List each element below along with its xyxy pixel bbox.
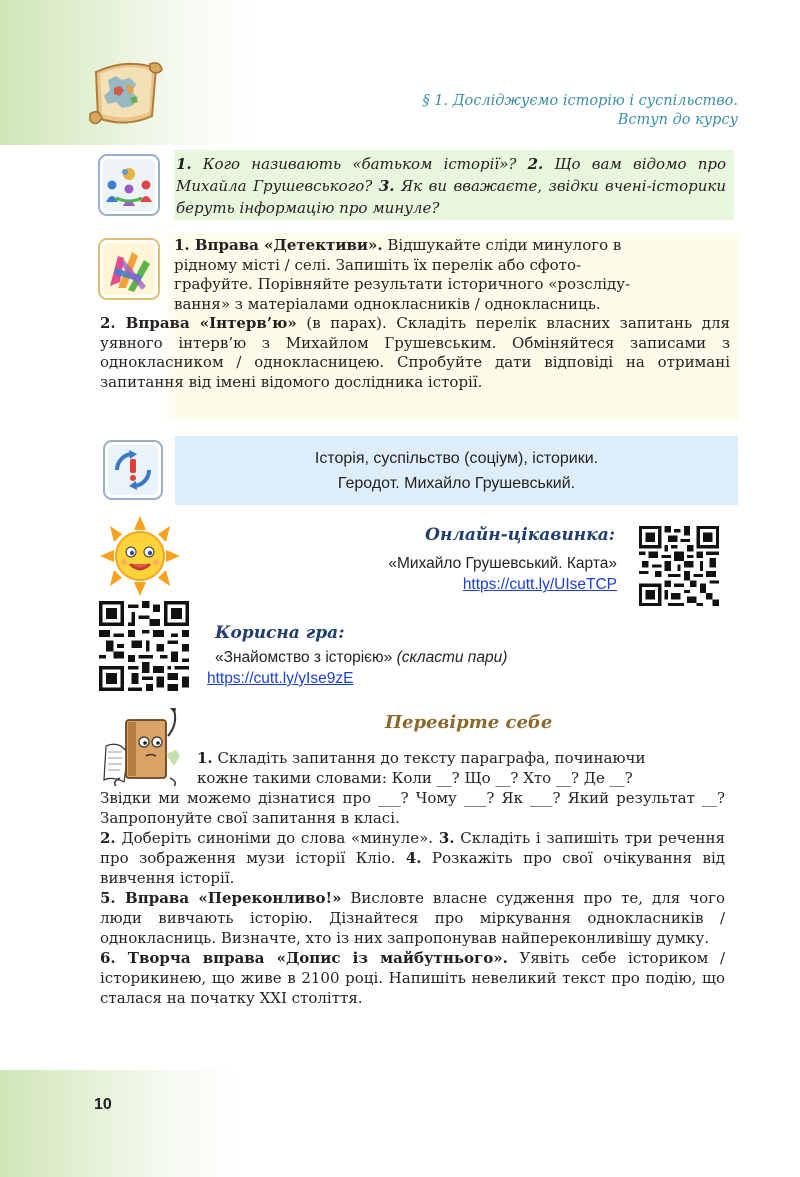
exclamation-cycle-icon	[103, 440, 165, 502]
footer-background	[0, 1070, 260, 1177]
question-1-number: 1.	[176, 155, 192, 173]
task-1-line2: рідному місті / селі. Запишіть їх перелік або сфото-	[174, 255, 582, 274]
check-q5-text: Висловте власне судження про те, для чого люди вивчають історію. Дізнайтеся про міркування однокласників / однокласниць. Визначте, хто із них запропонував найпереконливішу думку.	[100, 889, 725, 947]
running-head	[422, 92, 738, 130]
check-q1-line2: кожне такими словами: Коли __? Що __? Хто __? Де __?	[197, 769, 633, 787]
task-1-title: 1. Вправа «Детективи».	[174, 236, 383, 254]
game-qr-code[interactable]	[99, 601, 189, 691]
key-terms-line2: Геродот. Михайло Грушевський.	[337, 475, 576, 492]
check-yourself-text	[100, 748, 725, 1008]
check-q4-number: 4.	[405, 849, 422, 867]
task-2-text: (в парах). Складіть перелік власних запитань для уявного інтерв’ю з Михайлом Грушевським. Обміняйтеся записами з однокласником / однокласницею. Спробуйте дати відповіді на отримані запитання від імені відомого дослідника історії.	[100, 314, 730, 391]
game-section-title: Корисна гра:	[215, 623, 345, 643]
running-head-line1: § 1. Досліджуємо історію і суспільство.	[422, 93, 738, 109]
game-note: (скласти пари)	[396, 649, 508, 666]
task-1-line4: вання» з матеріалами однокласників / однокласниць.	[174, 294, 601, 313]
question-1-text: Кого називають «батьком історії»?	[191, 155, 528, 173]
check-q1-number: 1.	[197, 749, 213, 767]
check-q6-title: 6. Творча вправа «Допис із майбутнього».	[100, 949, 508, 967]
check-q6-text: Уявіть себе істориком / історикинею, що живе в 2100 році. Напишіть невеликий текст про подію, що сталася на початку XXI століття.	[100, 949, 725, 1007]
people-discussion-icon	[98, 154, 160, 216]
question-2-number: 2.	[527, 155, 544, 173]
check-q2-text: Доберіть синоніми до слова «минуле».	[115, 829, 439, 847]
task-2-title: 2. Вправа «Інтерв’ю»	[100, 314, 297, 332]
game-section-text	[207, 647, 507, 689]
check-q1-line1: Складіть запитання до тексту параграфа, починаючи	[212, 749, 646, 767]
online-qr-code[interactable]	[639, 526, 719, 606]
page-number: 10	[94, 1096, 112, 1113]
running-head-line2: Вступ до курсу	[617, 112, 738, 128]
key-terms-box	[175, 436, 738, 505]
sun-icon	[92, 516, 188, 596]
task-1-line1: Відшукайте сліди минулого в	[382, 236, 622, 254]
check-q4-text: Розкажіть про свої очікування від вивчення історії.	[100, 849, 725, 887]
europe-map-scroll-icon	[86, 54, 166, 134]
check-yourself-title: Перевірте себе	[385, 712, 553, 733]
game-link[interactable]: https://cutt.ly/yIse9zE	[207, 670, 354, 687]
question-2-text: Що вам відомо про Михайла Грушевського?	[176, 155, 726, 195]
online-resource-title: «Михайло Грушевський. Карта»	[388, 555, 617, 572]
check-q3-number: 3.	[438, 829, 455, 847]
check-q5-title: 5. Вправа «Переконливо!»	[100, 889, 342, 907]
game-name: «Знайомство з історією»	[215, 649, 393, 666]
questions-box	[174, 150, 734, 220]
key-terms-line1: Історія, суспільство (соціум), історики.	[314, 450, 599, 467]
task-1-line3: графуйте. Порівняйте результати історичного «розсліду-	[174, 275, 631, 293]
question-3-text: Як ви вважаєте, звідки вчені-історики беруть інформацію про минуле?	[176, 177, 726, 217]
question-3-number: 3.	[378, 177, 395, 195]
online-section-title: Онлайн-цікавинка:	[425, 525, 615, 545]
check-q1-rest: Звідки ми можемо дізнатися про ___? Чому ___? Як ___? Який результат __? Запропонуйте свої запитання в класі.	[100, 789, 725, 827]
online-resource-link[interactable]: https://cutt.ly/UIseTCP	[462, 576, 617, 593]
check-q2-number: 2.	[100, 829, 116, 847]
online-section-text	[388, 553, 617, 595]
tasks-text	[100, 236, 730, 392]
check-q3-text: Складіть і запишіть три речення про зображення музи історії Кліо.	[100, 829, 725, 867]
